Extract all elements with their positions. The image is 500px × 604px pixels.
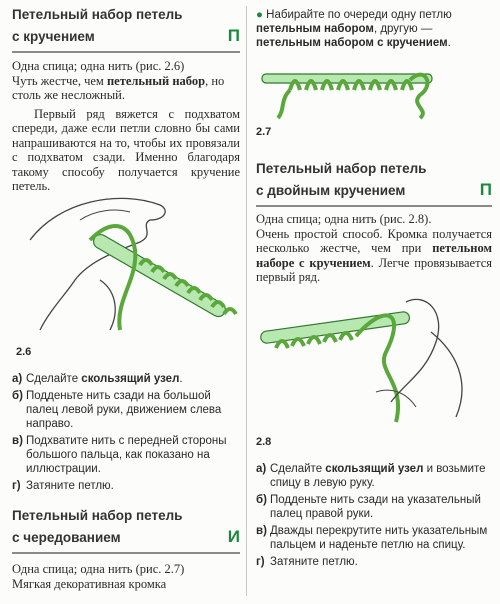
steps-list-2-8 [256, 462, 492, 572]
column-divider [246, 6, 247, 596]
level-badge: П [479, 180, 492, 199]
text-span: . Легче провязывается первый ряд. [256, 255, 492, 284]
heading-line2: с кручением [12, 29, 95, 44]
right-column [256, 0, 492, 568]
list-item [12, 372, 240, 386]
list-item [256, 555, 492, 569]
figure-2-6-illustration [20, 180, 242, 340]
figure-2-7-illustration [260, 60, 490, 120]
materials-line: Одна спица; одна нить (рис. 2.8). [256, 212, 432, 226]
text-span: Сделайте [270, 463, 326, 475]
text-span: Набирайте по очереди одну петлю [266, 9, 452, 21]
figure-label-2-8: 2.8 [256, 436, 272, 448]
heading-line1: Петельный набор петель [256, 161, 427, 176]
step-key: б) [12, 390, 23, 402]
step-key: а) [256, 463, 267, 475]
text-span: . [447, 37, 451, 49]
text-span: , другую — [373, 23, 433, 35]
section-heading-twisted [12, 4, 240, 53]
step-key: а) [12, 373, 23, 385]
level-badge: П [227, 26, 240, 45]
term-bold: петельным набором с кручением [256, 37, 448, 49]
section-intro-double [256, 212, 492, 285]
step-text: Подденьте нить сзади на большой палец левой руки, движением слева направо. [26, 390, 222, 430]
comparison-line-2: столь же несложный. [12, 88, 125, 102]
step-text: Подденьте нить сзади на указательный палец правой руки. [270, 494, 481, 520]
text-span: и возьмите спицу в левую руку. [270, 463, 486, 489]
list-item [256, 462, 492, 490]
text-span: , но [205, 73, 225, 88]
text-span: Сделайте [26, 373, 82, 385]
description-paragraph [256, 227, 492, 285]
step-text: Затяните петлю. [26, 480, 114, 492]
comparison-line [12, 74, 240, 89]
term-bold: петельный набор [106, 73, 206, 88]
heading-line2: с чередованием [12, 530, 121, 545]
heading-line2: с двойным кручением [256, 183, 406, 198]
term-bold: скользящий узел [325, 463, 424, 475]
section-heading-double-twisted [256, 158, 492, 207]
step-text: Подхватите нить с передней стороны большого пальца, как показано на иллюстрации. [26, 435, 227, 475]
figure-2-8-illustration [256, 292, 492, 432]
step-text: Затяните петлю. [270, 556, 358, 568]
description-paragraph: Первый ряд вяжется с подхватом спереди, даже если петли словно бы сами напрашиваются на то, чтобы их провязали с подхватом сзади. Именно благодаря такому способу получается кручение петель. [12, 106, 240, 193]
step-key: б) [256, 494, 267, 506]
left-column [12, 0, 240, 591]
heading-line1: Петельный набор петель [12, 508, 183, 523]
section-heading-alternating [12, 505, 240, 554]
materials-line: Одна спица; одна нить (рис. 2.7) [12, 562, 185, 576]
list-item [12, 479, 240, 493]
materials-line: Одна спица; одна нить (рис. 2.6) [12, 59, 185, 73]
step-key: в) [12, 435, 23, 447]
text-span: . [179, 373, 183, 385]
text-span: Чуть жестче, чем [12, 73, 107, 88]
step-key: г) [256, 556, 265, 568]
figure-label-2-7: 2.7 [256, 126, 272, 138]
step-key: г) [12, 480, 21, 492]
list-item [12, 389, 240, 431]
text-span: Очень простой способ. Кромка получается несколько жестче, чем при [256, 226, 492, 255]
figure-label-2-6: 2.6 [16, 346, 32, 358]
term-bold: петельном наборе с кручением [256, 241, 492, 270]
heading-line1: Петельный набор петель [12, 7, 183, 22]
section-intro-alternating [12, 562, 240, 591]
list-item [12, 434, 240, 476]
term-bold: скользящий узел [81, 373, 180, 385]
section-intro [12, 59, 240, 194]
list-item [256, 524, 492, 552]
step-text: Дважды перекрутите нить указательным пальцем и наденьте петлю на спицу. [270, 525, 488, 551]
steps-list-2-6 [12, 372, 240, 496]
level-badge: И [227, 527, 240, 546]
step-key: в) [256, 525, 267, 537]
term-bold: петельным набором [256, 23, 374, 35]
description-line: Мягкая декоративная кромка [12, 576, 167, 591]
bullet-icon: ● [256, 9, 263, 21]
alternating-instruction [256, 8, 492, 50]
list-item [256, 493, 492, 521]
